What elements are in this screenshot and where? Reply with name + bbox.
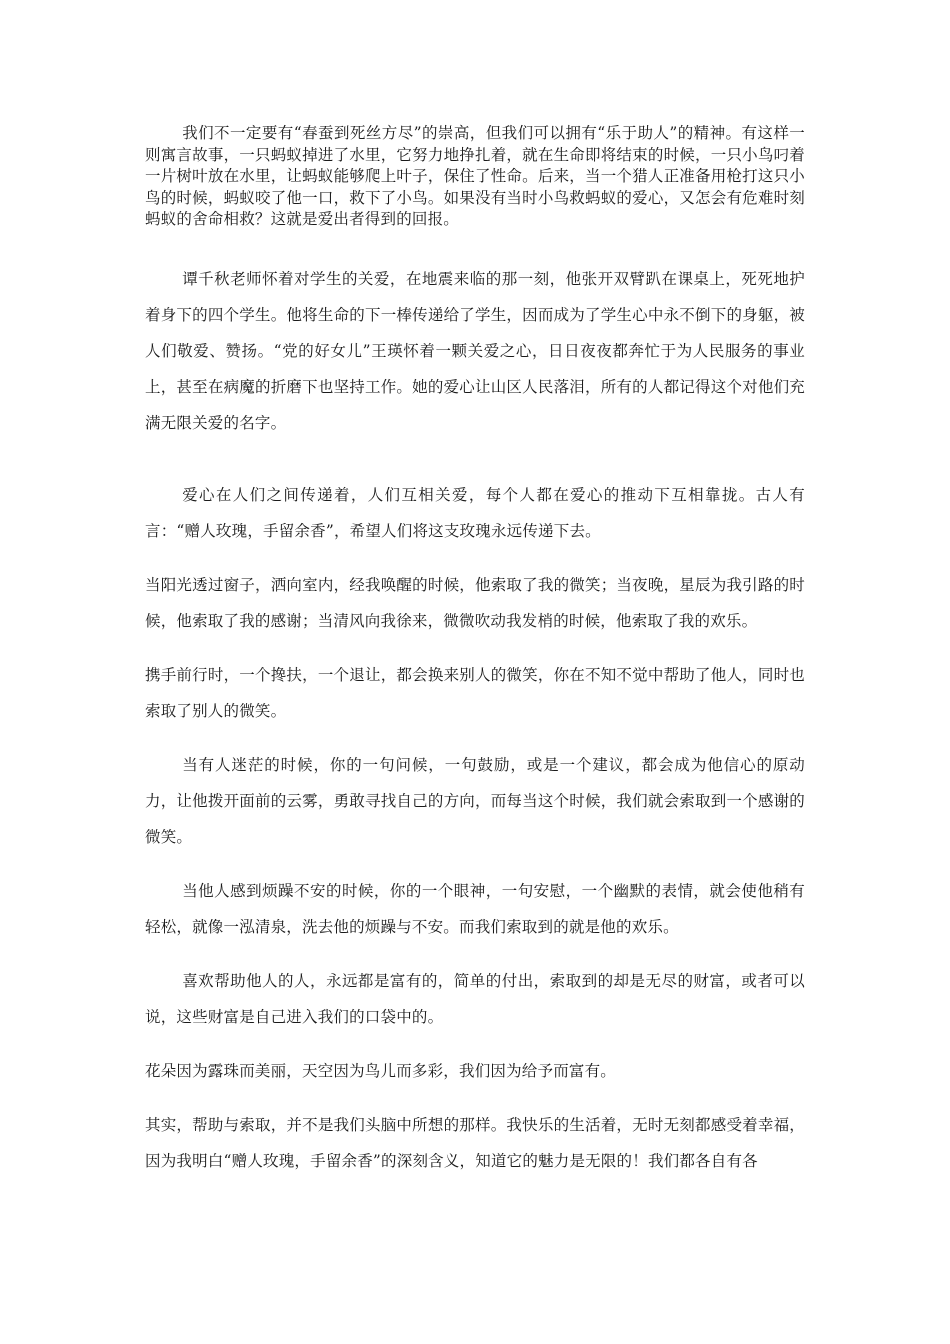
paragraph-conclusion: 其实，帮助与索取，并不是我们头脑中所想的那样。我快乐的生活着，无时无刻都感受着幸福，因为我明白“赠人玫瑰，手留余香”的深刻含义，知道它的魅力是无限的！我们都各自有各 xyxy=(145,1116,805,1170)
paragraph-rose-quote: 爱心在人们之间传递着，人们互相关爱，每个人都在爱心的推动下互相靠拢。古人有言：“赠人玫瑰，手留余香”，希望人们将这支玫瑰永远传递下去。 xyxy=(145,486,805,540)
paragraph-anxious: 当他人感到烦躁不安的时候，你的一个眼神，一句安慰，一个幽默的表情，就会使他稍有轻松，就像一泓清泉，洗去他的烦躁与不安。而我们索取到的就是他的欢乐。 xyxy=(145,882,805,936)
paragraph-helping-rich: 喜欢帮助他人的人，永远都是富有的，简单的付出，索取到的却是无尽的财富，或者可以说，这些财富是自己进入我们的口袋中的。 xyxy=(145,972,805,1026)
paragraph-flowers: 花朵因为露珠而美丽，天空因为鸟儿而多彩，我们因为给予而富有。 xyxy=(145,1062,617,1080)
paragraph-confused: 当有人迷茫的时候，你的一句问候，一句鼓励，或是一个建议，都会成为他信心的原动力，让他拨开面前的云雾，勇敢寻找自己的方向，而每当这个时候，我们就会索取到一个感谢的微笑。 xyxy=(145,756,805,846)
paragraph-walking-together: 携手前行时，一个搀扶，一个退让，都会换来别人的微笑，你在不知不觉中帮助了他人，同时也索取了别人的微笑。 xyxy=(145,666,805,720)
paragraph-sunlight: 当阳光透过窗子，洒向室内，经我唤醒的时候，他索取了我的微笑；当夜晚，星辰为我引路的时候，他索取了我的感谢；当清风向我徐来，微微吹动我发梢的时候，他索取了我的欢乐。 xyxy=(145,576,805,630)
paragraph-ant-and-bird: 我们不一定要有“春蚕到死丝方尽”的崇高，但我们可以拥有“乐于助人”的精神。有这样一则寓言故事，一只蚂蚁掉进了水里，它努力地挣扎着，就在生命即将结束的时候，一只小鸟叼着一片树叶放在水里，让蚂蚁能够爬上叶子，保住了性命。后来，当一个猎人正准备用枪打这只小鸟的时候，蚂蚁咬了他一口，救下了小鸟。如果没有当时小鸟救蚂蚁的爱心，又怎会有危难时刻蚂蚁的舍命相救？这就是爱出者得到的回报。 xyxy=(145,124,805,228)
paragraph-teachers-love: 谭千秋老师怀着对学生的关爱，在地震来临的那一刻，他张开双臂趴在课桌上，死死地护着身下的四个学生。他将生命的下一棒传递给了学生，因而成为了学生心中永不倒下的身躯，被人们敬爱、赞扬。“党的好女儿”王瑛怀着一颗关爱之心，日日夜夜都奔忙于为人民服务的事业上，甚至在病魔的折磨下也坚持工作。她的爱心让山区人民落泪，所有的人都记得这个对他们充满无限关爱的名字。 xyxy=(145,270,805,432)
